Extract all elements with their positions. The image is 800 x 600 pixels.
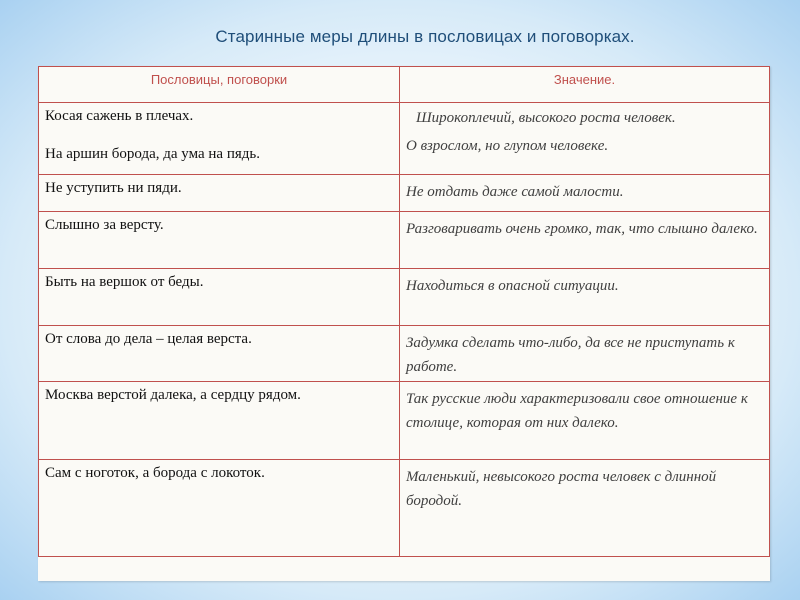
proverb-cell — [39, 175, 400, 212]
proverb-cell — [39, 103, 400, 175]
proverb-cell — [39, 326, 400, 382]
meaning-cell — [400, 382, 770, 460]
proverbs-table — [38, 66, 770, 557]
proverb-cell — [39, 460, 400, 557]
table-row — [39, 269, 770, 326]
proverb-text: От слова до дела – целая верста. — [45, 331, 252, 347]
table-row — [39, 103, 770, 175]
proverb-text: Москва верстой далека, а сердцу рядом. — [45, 387, 301, 403]
slide-title: Старинные меры длины в пословицах и поговорках. — [215, 27, 635, 46]
header-meaning: Значение. — [400, 67, 770, 103]
meaning-text: Не отдать даже самой малости. — [406, 184, 624, 200]
meaning-text: Так русские люди характеризовали свое отношение к столице, которая от них далеко. — [406, 391, 748, 431]
meaning-cell — [400, 269, 770, 326]
proverb-text: Не уступить ни пяди. — [45, 180, 182, 196]
meaning-cell — [400, 326, 770, 382]
proverb-text: Сам с ноготок, а борода с локоток. — [45, 465, 265, 481]
table-row — [39, 460, 770, 557]
table-header-row — [39, 67, 770, 103]
proverb-text: На аршин борода, да ума на пядь. — [45, 146, 260, 162]
meaning-text: Широкоплечий, высокого роста человек. — [416, 110, 676, 126]
table-row — [39, 382, 770, 460]
proverb-text: Косая сажень в плечах. — [45, 108, 194, 124]
meaning-text: Маленький, невысокого роста человек с длинной бородой. — [406, 469, 717, 509]
table-row — [39, 212, 770, 269]
proverb-text: Быть на вершок от беды. — [45, 274, 204, 290]
proverb-text: Слышно за версту. — [45, 217, 164, 233]
table-row — [39, 175, 770, 212]
meaning-text: Задумка сделать что-либо, да все не приступать к работе. — [406, 335, 735, 375]
proverb-cell — [39, 382, 400, 460]
proverb-cell — [39, 269, 400, 326]
proverbs-table-sheet — [38, 66, 770, 581]
meaning-cell — [400, 460, 770, 557]
meaning-text: О взрослом, но глупом человеке. — [406, 138, 609, 154]
header-proverbs: Пословицы, поговорки — [39, 67, 400, 103]
meaning-cell — [400, 103, 770, 175]
meaning-text: Разговаривать очень громко, так, что слышно далеко. — [406, 221, 758, 237]
meaning-cell — [400, 212, 770, 269]
meaning-cell — [400, 175, 770, 212]
meaning-text: Находиться в опасной ситуации. — [406, 278, 619, 294]
table-row — [39, 326, 770, 382]
proverb-cell — [39, 212, 400, 269]
